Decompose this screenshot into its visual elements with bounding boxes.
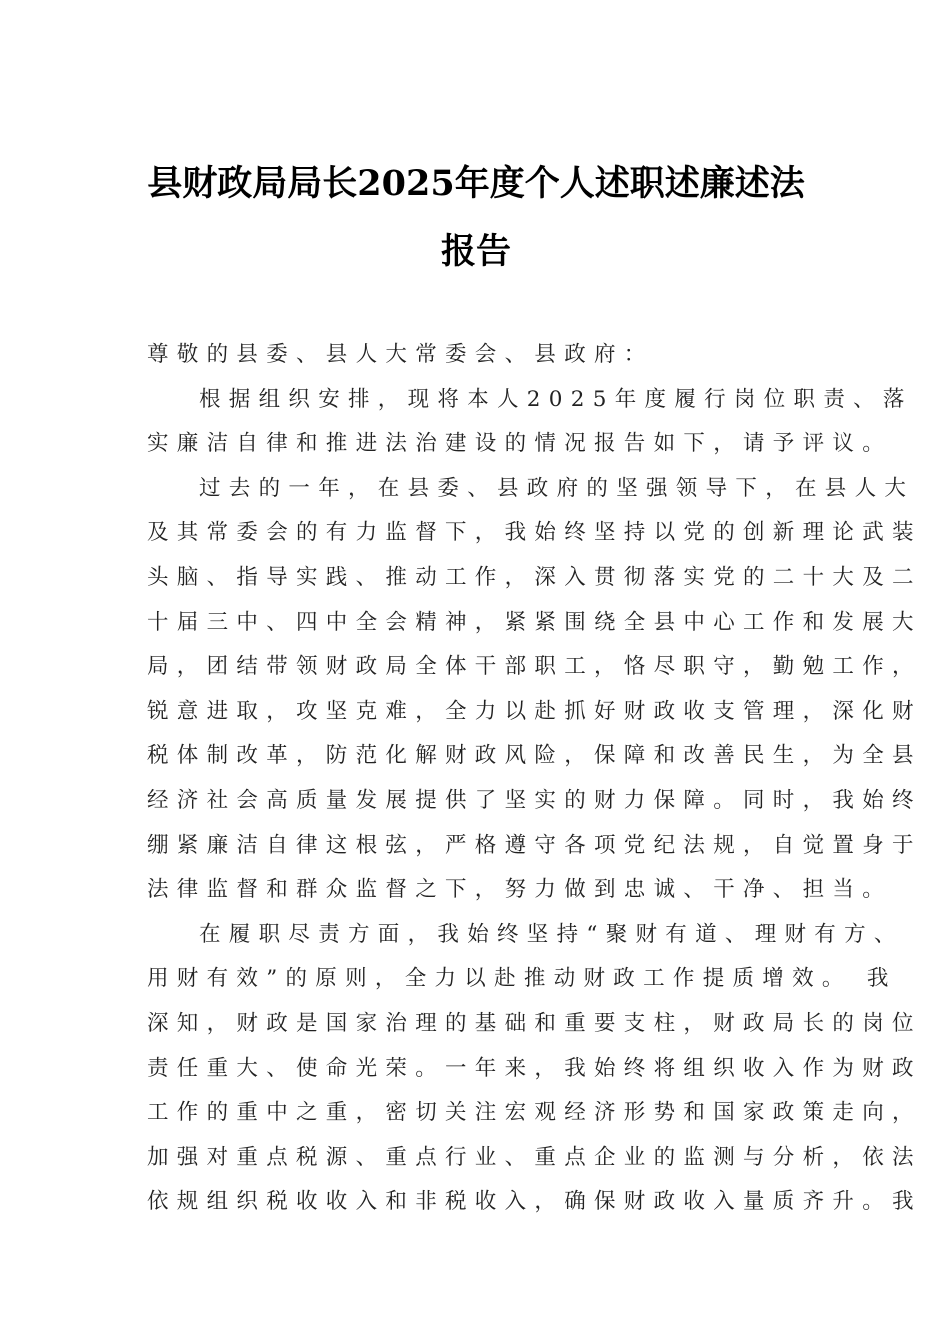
paragraph-2: [147, 467, 922, 913]
paragraph-line: 根据组织安排，现将本人2025年度履行岗位职责、落: [199, 386, 913, 412]
salutation: 尊敬的县委、县人大常委会、县政府：: [147, 342, 654, 367]
paragraph-line: 责任重大、使命光荣。一年来，我始终将组织收入作为财政: [147, 1055, 922, 1081]
paragraph-line: 法律监督和群众监督之下，努力做到忠诚、干净、担当。: [147, 877, 893, 903]
paragraph-line: 实廉洁自律和推进法治建设的情况报告如下，请予评议。: [147, 431, 893, 457]
paragraph-1: [147, 378, 913, 467]
title-line-1: 县财政局局长2025年度个人述职述廉述法: [147, 163, 805, 204]
paragraph-3: [147, 913, 922, 1225]
document-body: [147, 333, 922, 1225]
paragraph-line: 工作的重中之重，密切关注宏观经济形势和国家政策走向，: [147, 1100, 922, 1126]
paragraph-line: 局，团结带领财政局全体干部职工，恪尽职守，勤勉工作，: [147, 654, 922, 680]
paragraph-line: 绷紧廉洁自律这根弦，严格遵守各项党纪法规，自觉置身于: [147, 832, 922, 858]
paragraph-line: 锐意进取，攻坚克难，全力以赴抓好财政收支管理，深化财: [147, 698, 922, 724]
title-line-2: 报告: [440, 231, 511, 272]
paragraph-line: 加强对重点税源、重点行业、重点企业的监测与分析，依法: [147, 1144, 922, 1170]
paragraph-line: 依规组织税收收入和非税收入，确保财政收入量质齐升。我: [147, 1189, 922, 1215]
paragraph-line: 深知，财政是国家治理的基础和重要支柱，财政局长的岗位: [147, 1010, 922, 1036]
paragraph-line: 经济社会高质量发展提供了坚实的财力保障。同时，我始终: [147, 787, 922, 813]
paragraph-line: 十届三中、四中全会精神，紧紧围绕全县中心工作和发展大: [147, 609, 922, 635]
paragraph-line: 用财有效”的原则，全力以赴推动财政工作提质增效。 我: [147, 966, 897, 992]
paragraph-line: 及其常委会的有力监督下，我始终坚持以党的创新理论武装: [147, 520, 922, 546]
paragraph-line: 头脑、指导实践、推动工作，深入贯彻落实党的二十大及二: [147, 564, 922, 590]
document-title: [147, 150, 805, 286]
paragraph-line: 过去的一年，在县委、县政府的坚强领导下，在县人大: [199, 475, 915, 501]
paragraph-line: 税体制改革，防范化解财政风险，保障和改善民生，为全县: [147, 743, 922, 769]
paragraph-line: 在履职尽责方面，我始终坚持“聚财有道、理财有方、: [199, 921, 904, 947]
